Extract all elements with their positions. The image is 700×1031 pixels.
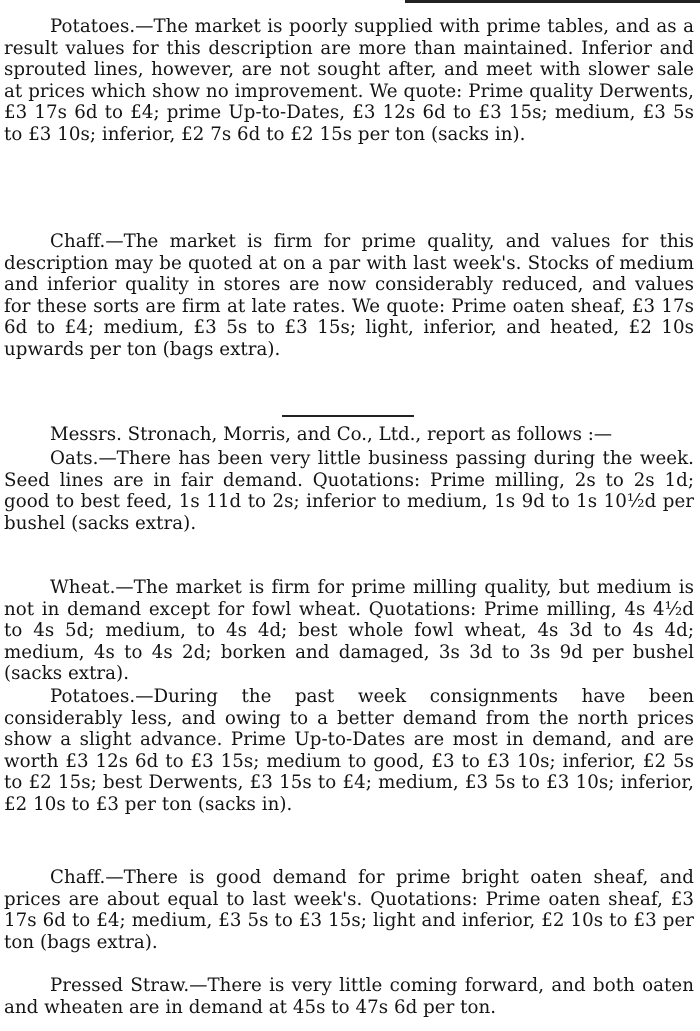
report-intro: Messrs. Stronach, Morris, and Co., Ltd., report as follows :—: [50, 424, 613, 445]
oats-paragraph: [4, 448, 694, 534]
chaff-text-2: —There is good demand for prime bright oaten sheaf, and prices are about equal to last week's. Quotations: Prime oaten sheaf, £3 17s 6d to £4; medium, £3 5s to £3 15s; light and inferior, £2 10s to £3 per ton (bags extra).: [4, 867, 694, 953]
potatoes-heading-1: Potatoes.: [50, 16, 136, 37]
chaff-text-1: —The market is firm for prime quality, and values for this description may be quoted at on a par with last week's. Stocks of medium and inferior quality in stores are now considerably reduced, and values for these sorts are firm at late rates. We quote: Prime oaten sheaf, £3 17s 6d to £4; medium, £3 5s to £3 15s; light, inferior, and heated, £2 10s upwards per ton (bags extra).: [4, 231, 694, 360]
potatoes-heading-2: Potatoes.: [50, 686, 136, 707]
wheat-heading: Wheat.: [50, 577, 116, 598]
chaff-paragraph-1: [4, 231, 694, 360]
potatoes-paragraph-1: [4, 16, 694, 145]
potatoes-text-2: —During the past week consignments have been considerably less, and owing to a better demand from the north prices show a slight advance. Prime Up-to-Dates are most in demand, and are worth £3 12s 6d to £3 15s; medium to good, £3 to £3 10s; inferior, £2 5s to £2 15s; best Derwents, £3 15s to £4; medium, £3 5s to £3 10s; inferior, £2 10s to £3 per ton (sacks in).: [4, 686, 694, 815]
section-divider-rule: [282, 415, 414, 417]
newspaper-column: [4, 0, 694, 1031]
pressed-straw-text: —There is very little coming forward, and both oaten and wheaten are in demand at 45s to 47s 6d per ton.: [4, 975, 694, 1018]
chaff-heading-1: Chaff.: [50, 231, 106, 252]
oats-text: —There has been very little business passing during the week. Seed lines are in fair demand. Quotations: Prime milling, 2s to 2s 1d; good to best feed, 1s 11d to 2s; inferior to medium, 1s 9d to 1s 10½d per bushel (sacks extra).: [4, 448, 694, 534]
wheat-text: —The market is firm for prime milling quality, but medium is not in demand except for fowl wheat. Quotations: Prime milling, 4s 4½d to 4s 5d; medium, to 4s 4d; best whole fowl wheat, 4s 3d to 4s 4d; medium, 4s to 4s 2d; borken and damaged, 3s 3d to 3s 9d per bushel (sacks extra).: [4, 577, 694, 684]
wheat-paragraph: [4, 577, 694, 685]
chaff-paragraph-2: [4, 867, 694, 953]
chaff-heading-2: Chaff.: [50, 867, 106, 888]
pressed-straw-heading: Pressed Straw.: [50, 975, 190, 996]
potatoes-text-1: —The market is poorly supplied with prime tables, and as a result values for this description are more than maintained. Inferior and sprouted lines, however, are not sought after, and meet with slower sale at prices which show no improvement. We quote: Prime quality Derwents, £3 17s 6d to £4; prime Up-to-Dates, £3 12s 6d to £3 15s; medium, £3 5s to £3 10s; inferior, £2 7s 6d to £2 15s per ton (sacks in).: [4, 16, 694, 145]
top-divider-rule: [405, 0, 700, 3]
oats-heading: Oats.: [50, 448, 99, 469]
potatoes-paragraph-2: [4, 686, 694, 815]
pressed-straw-paragraph: [4, 975, 694, 1018]
